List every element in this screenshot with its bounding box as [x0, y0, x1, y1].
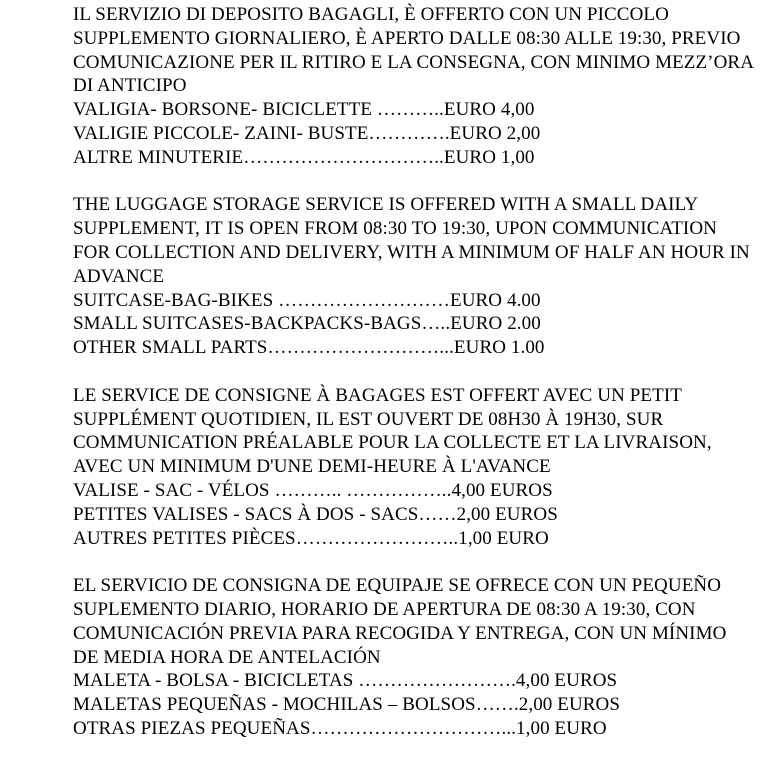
- price-line: SUITCASE-BAG-BIKES ………………………EURO 4.00: [73, 289, 541, 311]
- price-line: OTRAS PIEZAS PEQUEÑAS…………………………...1,00 EURO: [73, 717, 607, 739]
- section-spanish: [73, 574, 753, 741]
- price-line: PETITES VALISES - SACS À DOS - SACS……2,00 EUROS: [73, 503, 558, 525]
- section-intro: IL SERVIZIO DI DEPOSITO BAGAGLI, È OFFERTO CON UN PICCOLO SUPPLEMENTO GIORNALIERO, È APERTO DALLE 08:30 ALLE 19:30, PREVIO COMUNICAZIONE PER IL RITIRO E LA CONSEGNA, CON MINIMO MEZZ’ORA DI ANTICIPO: [73, 4, 758, 97]
- price-line: VALISE - SAC - VÉLOS ……….. ……………..4,00 EUROS: [73, 479, 553, 501]
- section-italian: [73, 3, 758, 170]
- section-french: [73, 384, 753, 551]
- price-line: MALETA - BOLSA - BICICLETAS …………………….4,00 EUROS: [73, 670, 618, 692]
- price-line: MALETAS PEQUEÑAS - MOCHILAS – BOLSOS…….2,00 EUROS: [73, 694, 621, 716]
- price-line: SMALL SUITCASES-BACKPACKS-BAGS…..EURO 2.00: [73, 313, 541, 335]
- price-line: VALIGIE PICCOLE- ZAINI- BUSTE………….EURO 2,00: [73, 122, 541, 144]
- section-intro: THE LUGGAGE STORAGE SERVICE IS OFFERED WITH A SMALL DAILY SUPPLEMENT, IT IS OPEN FROM 08:30 TO 19:30, UPON COMMUNICATION FOR COLLECTION AND DELIVERY, WITH A MINIMUM OF HALF AN HOUR IN ADVANCE: [73, 194, 754, 287]
- section-english: [73, 193, 753, 360]
- section-intro: LE SERVICE DE CONSIGNE À BAGAGES EST OFFERT AVEC UN PETIT SUPPLÉMENT QUOTIDIEN, IL EST OUVERT DE 08H30 À 19H30, SUR COMMUNICATION PRÉALABLE POUR LA COLLECTE ET LA LIVRAISON, AVEC UN MINIMUM D'UNE DEMI-HEURE À L'AVANCE: [73, 384, 716, 478]
- price-line: ALTRE MINUTERIE…………………………..EURO 1,00: [73, 146, 535, 168]
- price-line: VALIGIA- BORSONE- BICICLETTE ………..EURO 4,00: [73, 99, 535, 121]
- document-page: [73, 3, 758, 741]
- price-line: OTHER SMALL PARTS………………………...EURO 1.00: [73, 337, 545, 359]
- price-line: AUTRES PETITES PIÈCES……………………..1,00 EURO: [73, 527, 549, 549]
- section-intro: EL SERVICIO DE CONSIGNA DE EQUIPAJE SE OFRECE CON UN PEQUEÑO SUPLEMENTO DIARIO, HORARIO DE APERTURA DE 08:30 A 19:30, CON COMUNICACIÓN PREVIA PARA RECOGIDA Y ENTREGA, CON UN MÍNIMO DE MEDIA HORA DE ANTELACIÓN: [73, 575, 732, 668]
